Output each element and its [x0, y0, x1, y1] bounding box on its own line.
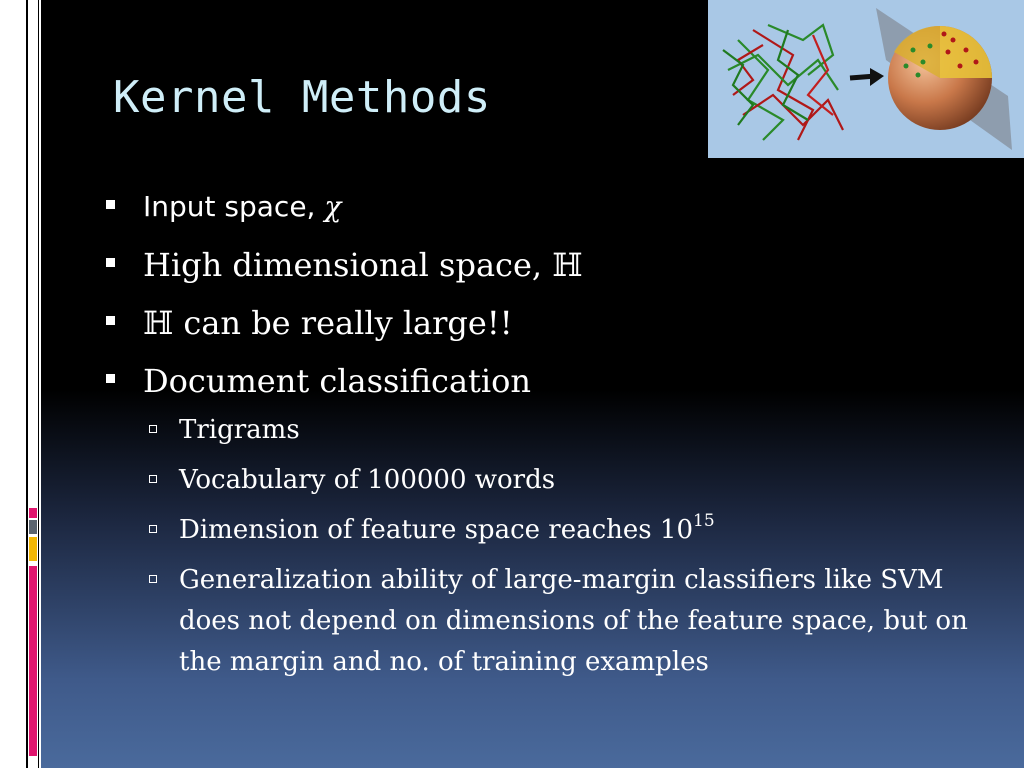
square-bullet-icon: [106, 374, 115, 383]
left-rule-thin: [38, 0, 39, 768]
bullet-really-large: [104, 294, 1004, 352]
exponent: 15: [693, 511, 715, 531]
accent-bar-yellow: [29, 537, 37, 561]
bullet-input-space: [104, 178, 1004, 236]
sub-bullet-generalization: [104, 560, 1004, 683]
sub-bullet-text: Generalization ability of large-margin classifiers like SVM does not depend on dimensions of the feature space, but on the margin and no. of training examples: [179, 565, 968, 677]
square-bullet-icon: [106, 258, 115, 267]
chi-symbol: χ: [324, 190, 342, 223]
bullet-text: High dimensional space, ℍ: [143, 246, 583, 284]
bullet-document-classification: [104, 352, 1004, 410]
sub-bullet-trigrams: [104, 410, 1004, 460]
square-bullet-icon: [106, 200, 115, 209]
sub-bullet-text: Dimension of feature space reaches 10: [179, 515, 693, 545]
square-bullet-icon: [106, 316, 115, 325]
bullet-high-dimensional: [104, 236, 1004, 294]
bullet-text: ℍ can be really large!!: [143, 304, 513, 342]
accent-bar-gray: [29, 520, 37, 534]
sub-bullet-dimension: [104, 510, 1004, 560]
sub-bullet-vocabulary: [104, 460, 1004, 510]
accent-bar-pink: [29, 566, 37, 756]
molecule-cluster: [723, 25, 843, 140]
bullet-list: [104, 178, 1004, 683]
molecule-sphere-illustration: [708, 0, 1024, 158]
accent-bar-pink-small: [29, 508, 37, 518]
sub-bullet-text: Vocabulary of 100000 words: [179, 465, 556, 495]
mapping-arrow: [850, 68, 884, 86]
bullet-text: Document classification: [143, 362, 531, 400]
left-rule: [26, 0, 28, 768]
hollow-square-bullet-icon: [149, 475, 157, 483]
hollow-square-bullet-icon: [149, 575, 157, 583]
slide-title: Kernel Methods: [113, 72, 491, 123]
bullet-text: Input space,: [143, 190, 325, 223]
left-decor-strip: [0, 0, 41, 768]
hollow-square-bullet-icon: [149, 525, 157, 533]
kernel-mapping-figure: [708, 0, 1024, 158]
hollow-square-bullet-icon: [149, 425, 157, 433]
sub-bullet-text: Trigrams: [179, 415, 300, 445]
